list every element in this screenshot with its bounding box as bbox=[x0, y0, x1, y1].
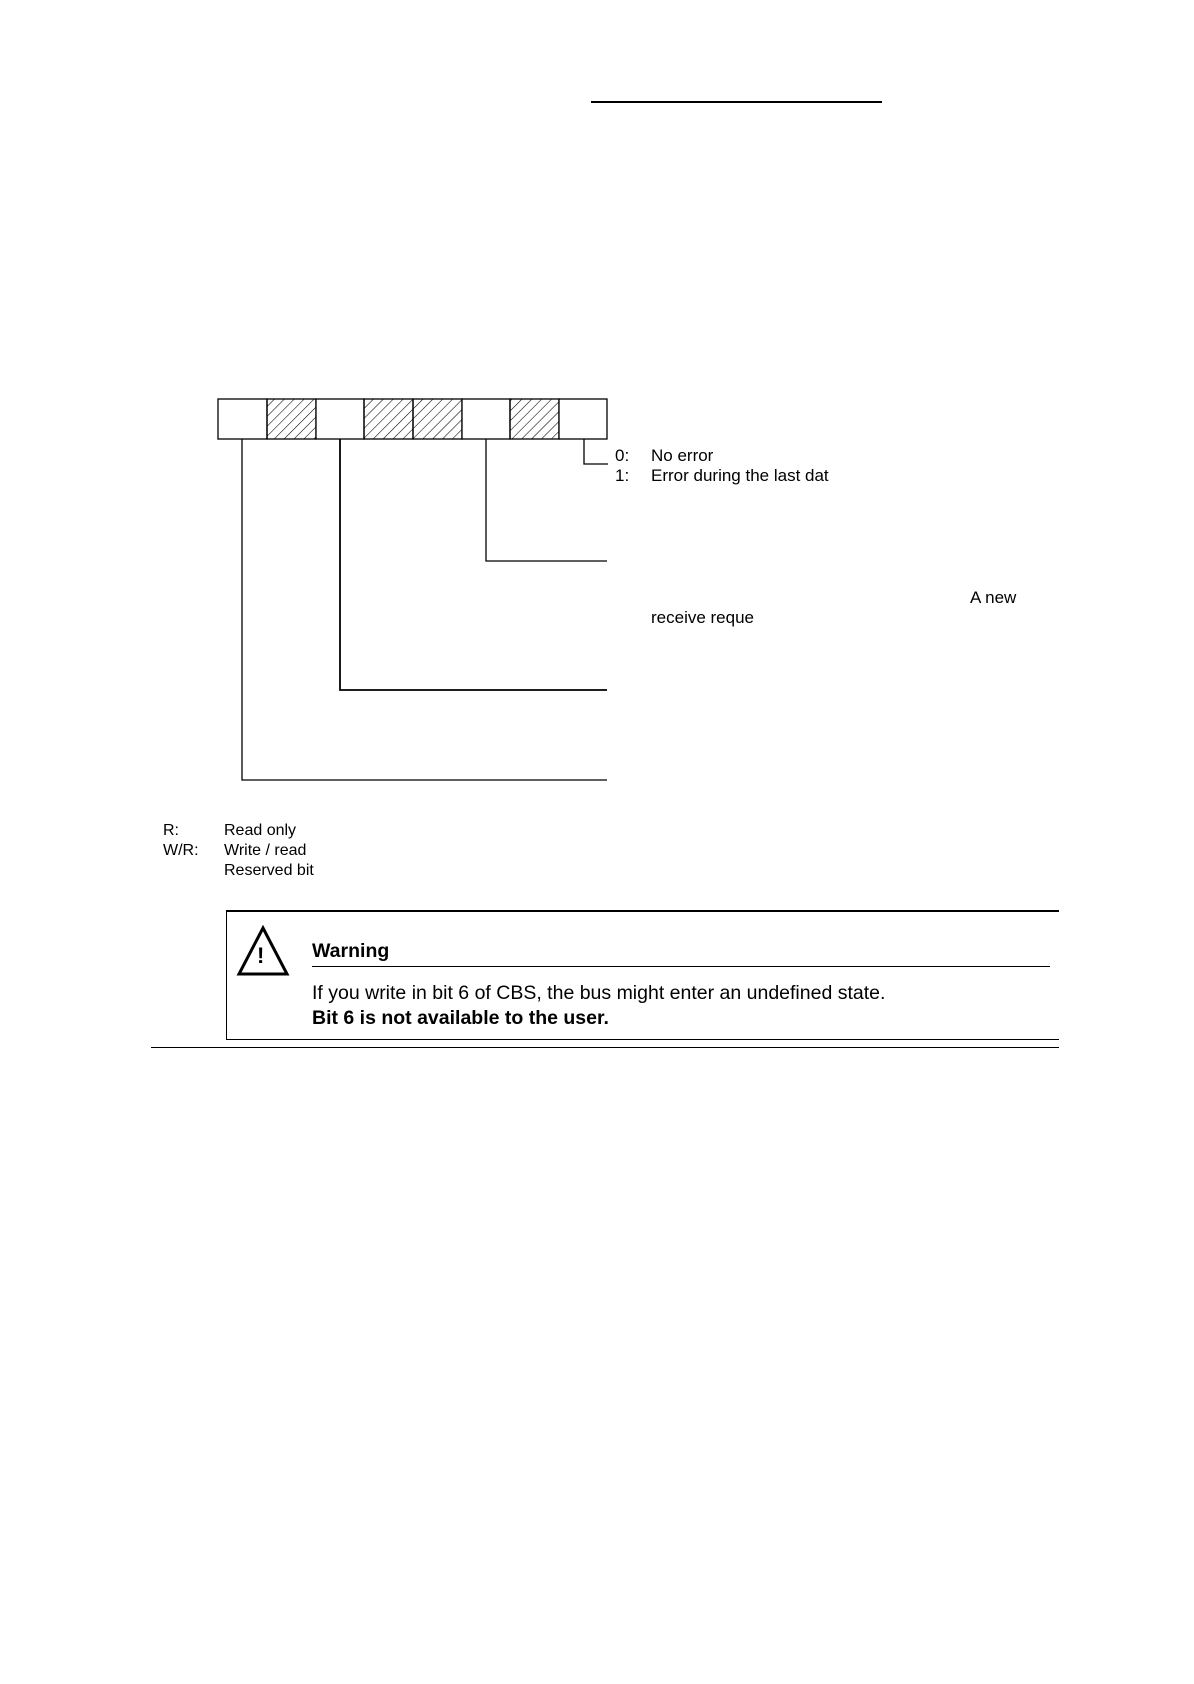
warning-text: If you write in bit 6 of CBS, the bus might enter an undefined state. bbox=[312, 982, 886, 1004]
bit2-desc-line2: receive reque bbox=[651, 608, 755, 627]
warning-box-left-border bbox=[226, 910, 227, 1040]
warning-triangle-icon bbox=[235, 924, 295, 984]
leader-bit-2 bbox=[486, 439, 607, 561]
bit0-value-1-text: Error during the last dat bbox=[651, 466, 829, 485]
bit-cell-3-reserved bbox=[413, 399, 462, 439]
bit0-value-0-text: No error bbox=[651, 446, 714, 465]
section-bottom-rule bbox=[151, 1047, 1059, 1048]
bit-cell-1-reserved bbox=[510, 399, 559, 439]
leader-bit-7 bbox=[242, 439, 607, 780]
bit-cell-4-reserved bbox=[364, 399, 413, 439]
bit0-value-1-code: 1: bbox=[615, 466, 630, 485]
bit-cell-5 bbox=[316, 399, 364, 439]
legend-text-read-only: Read only bbox=[224, 822, 297, 839]
bit-cell-6-reserved bbox=[267, 399, 316, 439]
leader-bit-5 bbox=[340, 439, 607, 690]
bit-cell-0 bbox=[559, 399, 607, 439]
warning-bold-text: Bit 6 is not available to the user. bbox=[312, 1007, 609, 1029]
warning-box-bottom-border bbox=[226, 1039, 1059, 1040]
bit2-desc-line1: A new bbox=[970, 588, 1017, 607]
legend-key-read-only: R: bbox=[163, 822, 179, 839]
register-diagram bbox=[0, 0, 1194, 800]
bit-cell-7 bbox=[218, 399, 267, 439]
warning-title-underline bbox=[312, 966, 1050, 967]
bit0-value-0-code: 0: bbox=[615, 446, 630, 465]
leader-bit-0 bbox=[584, 439, 608, 464]
warning-box bbox=[226, 910, 1059, 1040]
bit-cell-2 bbox=[462, 399, 510, 439]
legend-key-write-read: W/R: bbox=[163, 842, 199, 859]
legend-text-reserved-bit: Reserved bit bbox=[224, 862, 314, 879]
warning-icon-exclamation: ! bbox=[257, 943, 265, 968]
warning-box-top-border bbox=[226, 910, 1059, 912]
warning-title: Warning bbox=[312, 940, 390, 962]
legend-text-write-read: Write / read bbox=[224, 842, 307, 859]
